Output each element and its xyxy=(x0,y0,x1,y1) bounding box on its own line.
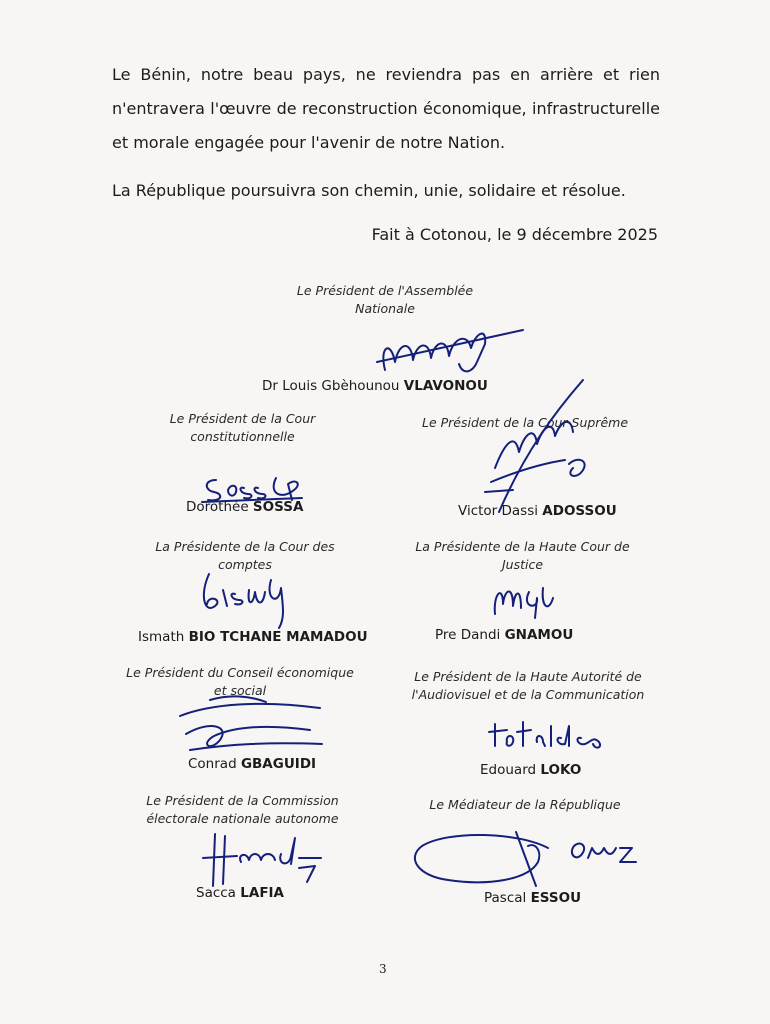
title-cour-des-comptes: La Présidente de la Cour des comptes xyxy=(155,539,335,572)
name-sossa: Dorothée SOSSA xyxy=(186,499,304,515)
signature-bio-tchane xyxy=(195,566,300,632)
title-cour-supreme: Le Président de la Cour Suprême xyxy=(422,415,629,430)
title-mediateur: Le Médiateur de la République xyxy=(429,797,621,812)
signature-adossou xyxy=(465,372,605,522)
name-lafia: Sacca LAFIA xyxy=(196,885,285,901)
name-adossou: Victor Dassi ADOSSOU xyxy=(458,503,617,519)
signature-gbaguidi xyxy=(170,690,330,760)
title-cour-constitutionnelle: Le Président de la Cour constitutionnelle xyxy=(169,411,316,444)
signature-vlavonou xyxy=(355,318,530,380)
name-gnamou: Pre Dandi GNAMOU xyxy=(435,627,574,643)
signature-essou xyxy=(408,826,643,892)
signature-gnamou xyxy=(485,578,560,626)
republic-paragraph: La République poursuivra son chemin, unie, solidaire et résolue. xyxy=(112,181,626,200)
name-vlavonou: Dr Louis Gbèhounou VLAVONOU xyxy=(262,378,488,394)
title-haute-cour: La Présidente de la Haute Cour de Justice xyxy=(415,539,630,572)
title-haac: Le Président de la Haute Autorité de l'Audiovisuel et de la Communication xyxy=(411,669,645,702)
title-ces: Le Président du Conseil économique et social xyxy=(126,665,354,698)
signature-lafia xyxy=(195,828,330,888)
name-loko: Edouard LOKO xyxy=(480,762,582,778)
name-essou: Pascal ESSOU xyxy=(484,890,582,906)
name-bio-tchane: Ismath BIO TCHANE MAMADOU xyxy=(138,629,368,645)
title-assemblee: Le Président de l'Assemblée Nationale xyxy=(296,283,474,316)
page-number: 3 xyxy=(379,962,387,976)
closing-paragraph: Le Bénin, notre beau pays, ne reviendra pas en arrière et rien n'entravera l'œuvre de reconstruction économique, infrastructurelle et morale engagée pour l'avenir de notre Nation. xyxy=(112,65,660,152)
dateline: Fait à Cotonou, le 9 décembre 2025 xyxy=(371,225,658,244)
signature-loko xyxy=(485,716,610,756)
title-cena: Le Président de la Commission électorale nationale autonome xyxy=(146,793,339,826)
name-gbaguidi: Conrad GBAGUIDI xyxy=(188,756,317,772)
